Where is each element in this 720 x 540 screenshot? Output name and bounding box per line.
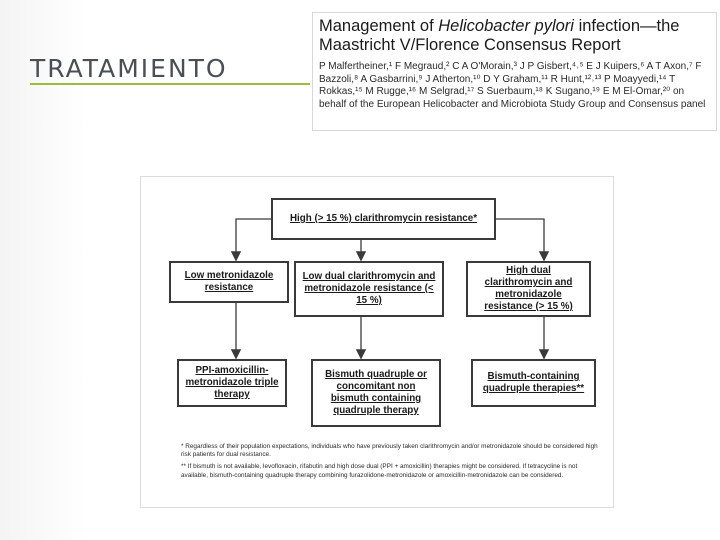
box-triple-therapy: PPI-amoxicillin-metronidazole triple therapy [177, 359, 287, 407]
paper-header-image [312, 12, 717, 131]
flowchart-footnotes [181, 443, 601, 484]
box-low-dual-resistance: Low dual clarithromycin and metronidazole resistance (< 15 %) [294, 261, 444, 317]
paper-title [319, 17, 710, 55]
connector-top-left [236, 219, 271, 259]
slide-title: TRATAMIENTO [30, 54, 228, 83]
paper-title-italic: Helicobacter pylori [438, 17, 574, 35]
footnote-2: ** If bismuth is not available, levofloxacin, rifabutin and high dose dual (PPI + amoxicillin) therapies might be considered. If tetracycline is not available, bismuth-containing quadruple therapy combining furazolidone-metronidazole or amoxicillin-metronidazole can be considered. [181, 463, 578, 479]
box-low-metronidazole-resistance: Low metronidazole resistance [169, 261, 289, 303]
paper-title-part1: Management of [319, 17, 439, 35]
paper-authors: P Malfertheiner,¹ F Megraud,² C A O'Morain,³ J P Gisbert,⁴˒⁵ E J Kuipers,⁶ A T Axon,⁷ F Bazzoli,⁸ A Gasbarrini,⁹ J Atherton,¹⁰ D Y Graham,¹¹ R Hunt,¹²˒¹³ P Moayyedi,¹⁴ T Rokkas,¹⁵ M Rugge,¹⁶ M Selgrad,¹⁷ S Suerbaum,¹⁸ K Sugano,¹⁹ E M El-Omar,²⁰ on behalf of the European Helicobacter and Microbiota Study Group and Consensus panel [319, 61, 706, 110]
box-bismuth-quadruple: Bismuth-containing quadruple therapies** [471, 359, 596, 407]
footnote-1: * Regardless of their population expectations, individuals who have previously taken clarithromycin and/or metronidazole should be considered high risk patients for dual resistance. [181, 443, 598, 459]
box-high-dual-resistance: High dual clarithromycin and metronidazole resistance (> 15 %) [466, 261, 591, 317]
title-underline [30, 83, 310, 85]
box-bismuth-or-concomitant: Bismuth quadruple or concomitant non bismuth containing quadruple therapy [311, 359, 441, 427]
flowchart-figure [140, 176, 614, 508]
paper-title-part2: infection—the Maastricht V/Florence Consensus Report [319, 17, 680, 54]
box-high-clarithromycin-resistance: High (> 15 %) clarithromycin resistance* [271, 198, 496, 240]
connector-top-right [496, 219, 544, 259]
